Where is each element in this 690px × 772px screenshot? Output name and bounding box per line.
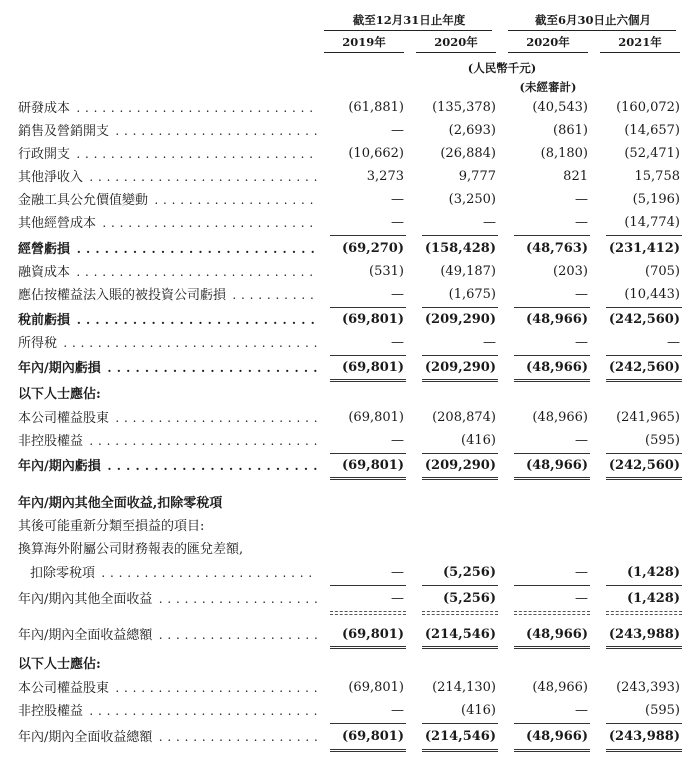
cell-2019: (10,662) bbox=[348, 146, 404, 161]
cell-2019: (69,801) bbox=[341, 627, 404, 642]
row-loss-for-period-total bbox=[0, 456, 690, 476]
row-label: 非控股權益 bbox=[18, 704, 84, 719]
cell-h2020: — bbox=[575, 591, 588, 606]
cell-h2021: (241,965) bbox=[616, 410, 680, 425]
row-label: 非控股權益 bbox=[18, 434, 84, 449]
cell-2020: (135,378) bbox=[432, 100, 496, 115]
row-equity-shareholders bbox=[0, 408, 690, 428]
group-underline bbox=[324, 30, 492, 31]
cell-2019: (531) bbox=[369, 264, 404, 279]
row-label: 所得稅 bbox=[18, 336, 58, 351]
row-label: 本公司權益股東 bbox=[18, 411, 110, 426]
cell-2019: — bbox=[391, 703, 404, 718]
row-label: 年內/期內虧損 bbox=[18, 361, 101, 376]
row-label: 銷售及營銷開支 bbox=[18, 124, 110, 139]
dashed-rule bbox=[422, 611, 498, 612]
row-fx-translation-heading bbox=[0, 540, 690, 560]
subtotal-rule bbox=[606, 307, 682, 308]
subtotal-rule bbox=[330, 723, 406, 724]
cell-2020: (214,546) bbox=[424, 729, 496, 744]
currency-note: (人民幣千元) bbox=[467, 61, 537, 75]
row-label: 應佔按權益法入賬的被投資公司虧損 bbox=[18, 288, 227, 303]
cell-2020: — bbox=[483, 215, 496, 230]
cell-2020: (416) bbox=[461, 433, 496, 448]
column-year-2020: 2020年 bbox=[434, 35, 478, 49]
cell-2019: (69,801) bbox=[341, 729, 404, 744]
subtotal-rule bbox=[330, 235, 406, 236]
row-admin-expenses bbox=[0, 144, 690, 164]
row-operating-loss bbox=[0, 239, 690, 259]
cell-2020: (26,884) bbox=[440, 146, 496, 161]
column-half-2021: 2021年 bbox=[618, 35, 662, 49]
cell-h2021: (595) bbox=[645, 703, 680, 718]
cell-2019: (69,801) bbox=[348, 410, 404, 425]
cell-h2021: 15,758 bbox=[634, 169, 680, 184]
cell-h2020: — bbox=[575, 703, 588, 718]
row-loss-before-tax bbox=[0, 310, 690, 330]
row-oci-heading bbox=[0, 494, 690, 514]
row-label: 稅前虧損 bbox=[18, 313, 71, 328]
total-double-rule bbox=[514, 477, 590, 480]
column-group-six-months-ended: 截至6月30日止六個月 bbox=[534, 13, 651, 27]
section-heading: 以下人士應佔: bbox=[18, 657, 101, 672]
subtotal-rule bbox=[514, 307, 590, 308]
row-label: 其他經營成本 bbox=[18, 216, 97, 231]
cell-h2020: (48,966) bbox=[532, 410, 588, 425]
group-underline bbox=[508, 30, 676, 31]
row-other-operating-cost bbox=[0, 213, 690, 233]
cell-h2020: (8,180) bbox=[540, 146, 588, 161]
cell-2019: (69,270) bbox=[341, 241, 404, 256]
subtotal-rule bbox=[330, 453, 406, 454]
cell-2019: — bbox=[391, 215, 404, 230]
dashed-rule bbox=[514, 614, 590, 615]
row-label: 年內/期內虧損 bbox=[18, 459, 101, 474]
column-year-2019: 2019年 bbox=[342, 35, 386, 49]
cell-2019: (69,801) bbox=[341, 312, 404, 327]
total-double-rule bbox=[606, 477, 682, 480]
cell-h2020: (48,966) bbox=[525, 458, 588, 473]
cell-2019: (69,801) bbox=[348, 680, 404, 695]
row-non-controlling bbox=[0, 431, 690, 451]
row-loss-for-period bbox=[0, 358, 690, 378]
row-non-controlling-2 bbox=[0, 701, 690, 721]
cell-2020: (214,546) bbox=[424, 627, 496, 642]
cell-2019: — bbox=[391, 335, 404, 350]
cell-h2021: (1,428) bbox=[626, 591, 680, 606]
row-label: 行政開支 bbox=[18, 147, 71, 162]
cell-h2020: — bbox=[575, 433, 588, 448]
cell-h2021: (5,196) bbox=[632, 192, 680, 207]
cell-2020: (214,130) bbox=[432, 680, 496, 695]
dashed-rule bbox=[422, 614, 498, 615]
total-double-rule bbox=[606, 749, 682, 752]
subtotal-rule bbox=[422, 453, 498, 454]
row-income-tax bbox=[0, 333, 690, 353]
cell-h2021: (231,412) bbox=[608, 241, 680, 256]
cell-h2020: 821 bbox=[563, 169, 588, 184]
subtotal-rule bbox=[514, 355, 590, 356]
cell-2020: (208,874) bbox=[432, 410, 496, 425]
cell-2020: (158,428) bbox=[424, 241, 496, 256]
cell-2020: (3,250) bbox=[448, 192, 496, 207]
total-double-rule bbox=[330, 646, 406, 649]
cell-h2020: — bbox=[575, 565, 588, 580]
cell-2019: — bbox=[391, 591, 404, 606]
cell-2019: — bbox=[391, 287, 404, 302]
subtotal-rule bbox=[514, 235, 590, 236]
cell-h2020: (48,966) bbox=[532, 680, 588, 695]
cell-2019: — bbox=[391, 433, 404, 448]
year-underline bbox=[600, 52, 680, 53]
cell-2019: 3,273 bbox=[366, 169, 404, 184]
cell-h2021: (242,560) bbox=[608, 312, 680, 327]
row-research-cost bbox=[0, 98, 690, 118]
cell-2019: (69,801) bbox=[341, 360, 404, 375]
row-total-comprehensive-loss bbox=[0, 625, 690, 645]
row-share-of-investee-losses bbox=[0, 285, 690, 305]
total-double-rule bbox=[330, 749, 406, 752]
cell-h2020: — bbox=[575, 335, 588, 350]
row-label: 其他淨收入 bbox=[18, 170, 84, 185]
row-fx-translation-net bbox=[0, 563, 690, 583]
subtotal-rule bbox=[606, 355, 682, 356]
cell-h2021: (14,657) bbox=[624, 123, 680, 138]
subtotal-rule bbox=[330, 355, 406, 356]
row-label: 年內/期內其他全面收益 bbox=[18, 592, 153, 607]
cell-2019: (61,881) bbox=[348, 100, 404, 115]
cell-2020: (209,290) bbox=[424, 458, 496, 473]
row-label: 研發成本 bbox=[18, 101, 71, 116]
total-double-rule bbox=[422, 477, 498, 480]
cell-h2021: (242,560) bbox=[608, 458, 680, 473]
total-double-rule bbox=[330, 379, 406, 382]
total-double-rule bbox=[422, 379, 498, 382]
cell-2020: 9,777 bbox=[458, 169, 496, 184]
cell-h2020: (48,966) bbox=[525, 627, 588, 642]
row-label: 年內/期內全面收益總額 bbox=[18, 628, 153, 643]
cell-2020: (49,187) bbox=[440, 264, 496, 279]
section-heading: 以下人士應佔: bbox=[18, 387, 101, 402]
cell-h2021: (243,393) bbox=[616, 680, 680, 695]
section-heading: 年內/期內其他全面收益,扣除零稅項 bbox=[18, 496, 223, 511]
cell-h2021: (1,428) bbox=[626, 565, 680, 580]
row-attributable-heading-2 bbox=[0, 655, 690, 675]
subtotal-rule bbox=[422, 307, 498, 308]
cell-h2020: — bbox=[575, 215, 588, 230]
row-label: 扣除零稅項 bbox=[30, 566, 96, 581]
row-label: 金融工具公允價值變動 bbox=[18, 193, 149, 208]
cell-h2020: (48,966) bbox=[525, 360, 588, 375]
subsection-heading: 其後可能重新分類至損益的項目: bbox=[18, 519, 205, 534]
year-underline bbox=[324, 52, 404, 53]
year-underline bbox=[508, 52, 588, 53]
row-label: 經營虧損 bbox=[18, 242, 71, 257]
row-fair-value-change bbox=[0, 190, 690, 210]
row-oci-for-period bbox=[0, 589, 690, 609]
column-half-2020: 2020年 bbox=[526, 35, 570, 49]
total-double-rule bbox=[514, 749, 590, 752]
subtotal-rule bbox=[422, 355, 498, 356]
cell-2020: (416) bbox=[461, 703, 496, 718]
total-double-rule bbox=[422, 646, 498, 649]
cell-2020: (5,256) bbox=[442, 565, 496, 580]
dashed-rule bbox=[606, 614, 682, 615]
subtotal-rule bbox=[606, 235, 682, 236]
cell-h2020: — bbox=[575, 192, 588, 207]
total-double-rule bbox=[514, 379, 590, 382]
column-group-year-ended: 截至12月31日止年度 bbox=[352, 13, 466, 27]
cell-h2020: — bbox=[575, 287, 588, 302]
dashed-rule bbox=[330, 611, 406, 612]
row-other-net-income bbox=[0, 167, 690, 187]
cell-2020: (209,290) bbox=[424, 360, 496, 375]
cell-h2020: (861) bbox=[553, 123, 588, 138]
cell-h2021: (242,560) bbox=[608, 360, 680, 375]
cell-h2021: (595) bbox=[645, 433, 680, 448]
total-double-rule bbox=[606, 646, 682, 649]
row-label: 年內/期內全面收益總額 bbox=[18, 730, 153, 745]
cell-2020: (1,675) bbox=[448, 287, 496, 302]
cell-h2021: (160,072) bbox=[616, 100, 680, 115]
year-underline bbox=[416, 52, 496, 53]
cell-2019: — bbox=[391, 565, 404, 580]
cell-2020: — bbox=[483, 335, 496, 350]
subtotal-rule bbox=[514, 585, 590, 586]
unaudited-note: (未經審計) bbox=[519, 80, 577, 94]
row-equity-shareholders-2 bbox=[0, 678, 690, 698]
cell-h2020: (40,543) bbox=[532, 100, 588, 115]
cell-h2020: (203) bbox=[553, 264, 588, 279]
subtotal-rule bbox=[606, 453, 682, 454]
subsection-heading: 換算海外附屬公司財務報表的匯兌差額, bbox=[18, 542, 244, 557]
cell-h2021: (705) bbox=[645, 264, 680, 279]
cell-h2020: (48,763) bbox=[525, 241, 588, 256]
total-double-rule bbox=[422, 749, 498, 752]
cell-h2021: (10,443) bbox=[624, 287, 680, 302]
cell-h2020: (48,966) bbox=[525, 312, 588, 327]
subtotal-rule bbox=[422, 585, 498, 586]
cell-h2021: (243,988) bbox=[608, 627, 680, 642]
subtotal-rule bbox=[422, 235, 498, 236]
row-label: 融資成本 bbox=[18, 265, 71, 280]
cell-h2021: (243,988) bbox=[608, 729, 680, 744]
row-finance-cost bbox=[0, 262, 690, 282]
subtotal-rule bbox=[422, 723, 498, 724]
total-double-rule bbox=[330, 477, 406, 480]
subtotal-rule bbox=[514, 453, 590, 454]
subtotal-rule bbox=[330, 585, 406, 586]
cell-2020: (5,256) bbox=[442, 591, 496, 606]
cell-2019: — bbox=[391, 192, 404, 207]
cell-h2021: — bbox=[667, 335, 680, 350]
row-total-comprehensive-loss-2 bbox=[0, 727, 690, 747]
subtotal-rule bbox=[330, 307, 406, 308]
row-reclassify-heading bbox=[0, 517, 690, 537]
subtotal-rule bbox=[514, 723, 590, 724]
row-label: 本公司權益股東 bbox=[18, 681, 110, 696]
cell-2020: (2,693) bbox=[448, 123, 496, 138]
cell-2019: (69,801) bbox=[341, 458, 404, 473]
total-double-rule bbox=[606, 379, 682, 382]
cell-h2021: (52,471) bbox=[624, 146, 680, 161]
row-attributable-heading bbox=[0, 385, 690, 405]
cell-2020: (209,290) bbox=[424, 312, 496, 327]
dashed-rule bbox=[330, 614, 406, 615]
subtotal-rule bbox=[606, 585, 682, 586]
cell-2019: — bbox=[391, 123, 404, 138]
row-selling-expenses bbox=[0, 121, 690, 141]
dashed-rule bbox=[606, 611, 682, 612]
cell-h2021: (14,774) bbox=[624, 215, 680, 230]
total-double-rule bbox=[514, 646, 590, 649]
subtotal-rule bbox=[606, 723, 682, 724]
dashed-rule bbox=[514, 611, 590, 612]
cell-h2020: (48,966) bbox=[525, 729, 588, 744]
